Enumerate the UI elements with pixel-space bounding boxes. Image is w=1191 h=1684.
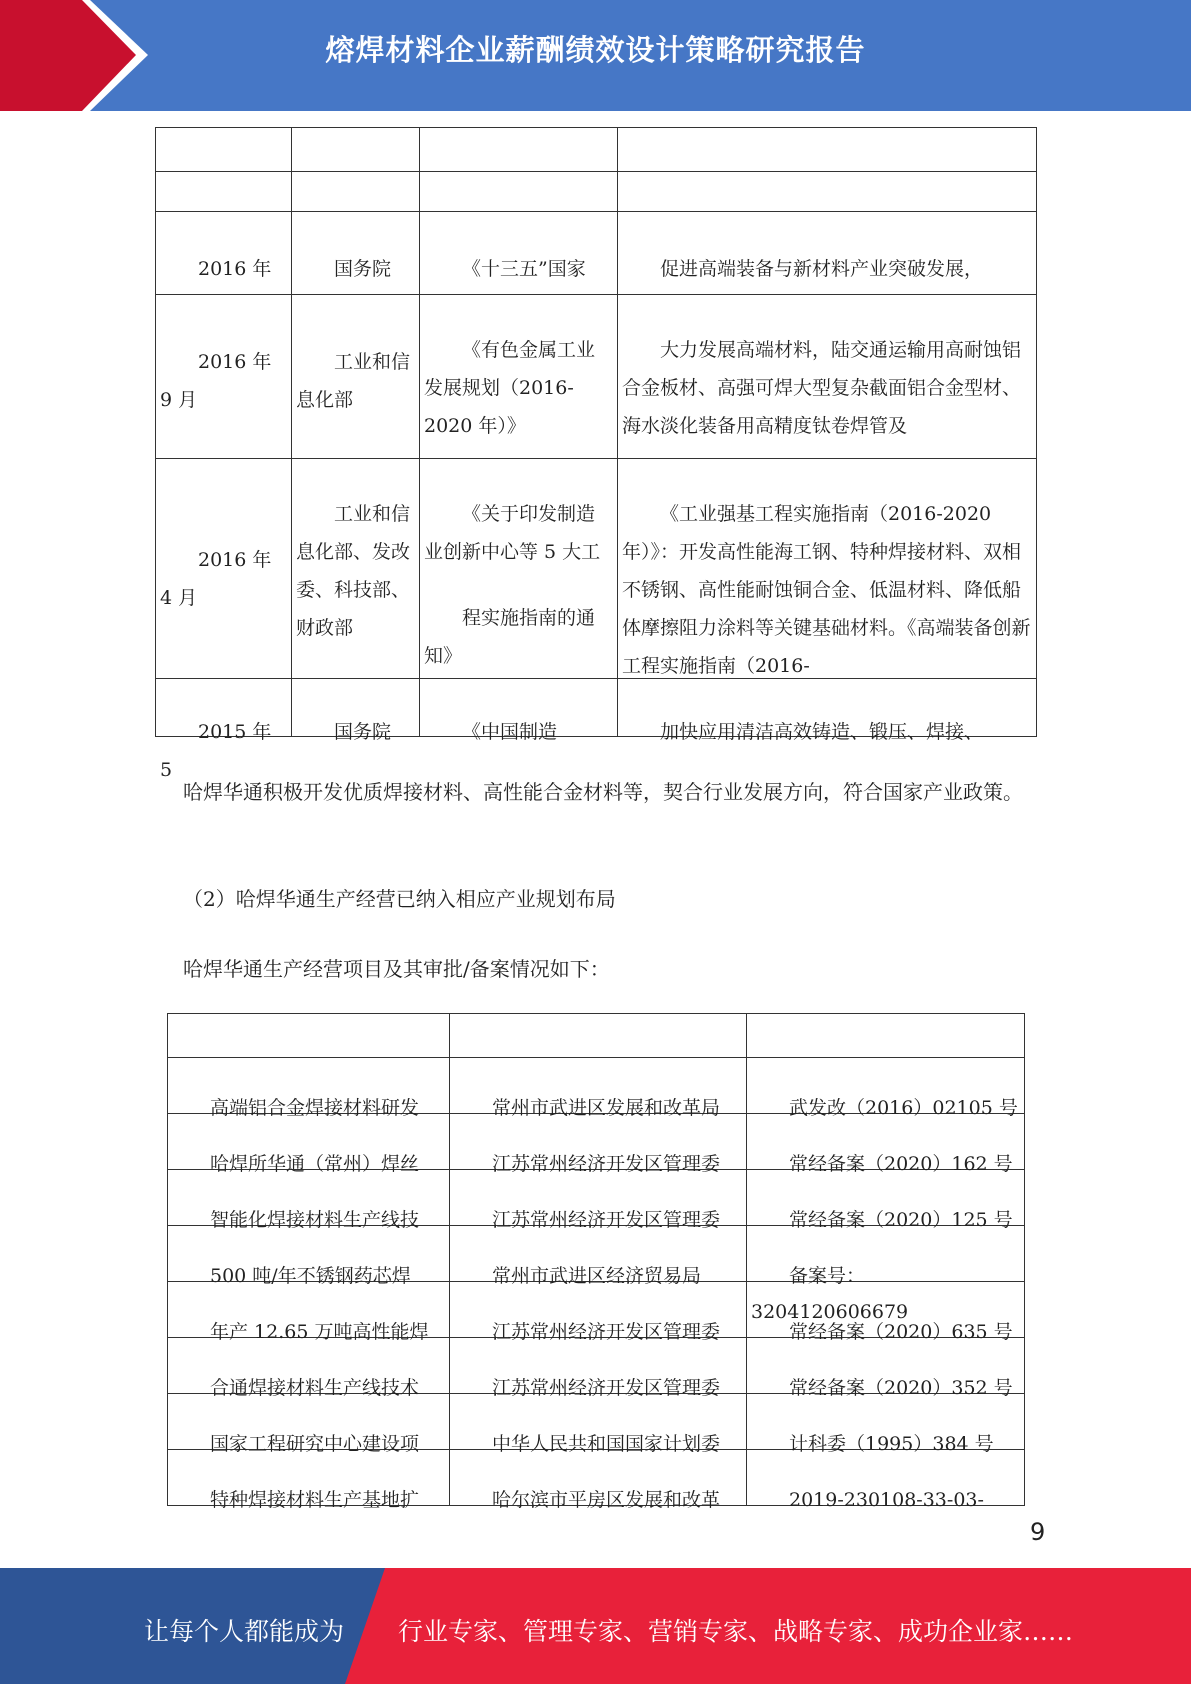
report-title: 熔焊材料企业薪酬绩效设计策略研究报告: [325, 33, 866, 67]
footer-slogan-left: 让每个人都能成为: [144, 1617, 345, 1646]
table-row: [156, 679, 1037, 737]
project-authority: 江苏常州经济开发区管理委: [492, 1209, 721, 1231]
project-name: 500 吨/年不锈钢药芯焊: [210, 1265, 411, 1287]
policy-doc: 《有色金属工业发展规划（2016-2020 年）》: [424, 339, 596, 437]
project-authority: 常州市武进区经济贸易局: [492, 1265, 702, 1287]
project-authority: 江苏常州经济开发区管理委: [492, 1377, 721, 1399]
policy-dept: 国务院: [334, 258, 392, 280]
policy-dept: 工业和信息化部、发改委、科技部、财政部: [296, 503, 411, 639]
project-ref: 计科委（1995）384 号: [789, 1433, 994, 1455]
project-name: 智能化焊接材料生产线技: [210, 1209, 420, 1231]
policy-dept: 国务院: [334, 721, 392, 743]
section-heading: （2）哈焊华通生产经营已纳入相应产业规划布局: [183, 887, 616, 911]
policy-content: 加快应用清洁高效铸造、锻压、焊接、: [660, 721, 984, 743]
project-ref: 备案号：3204120606679: [751, 1265, 909, 1323]
table-row: [156, 172, 1037, 212]
project-name: 年产 12.65 万吨高性能焊: [210, 1321, 429, 1343]
table-row: [168, 1058, 1025, 1114]
project-authority: 哈尔滨市平房区发展和改革: [492, 1489, 721, 1511]
policy-doc: 《十三五”国家: [462, 258, 586, 280]
policy-content: 促进高端装备与新材料产业突破发展，: [660, 258, 984, 280]
project-table: [167, 1013, 1025, 1511]
policy-year: 2016 年: [198, 258, 272, 280]
table-row: [156, 295, 1037, 459]
project-name: 哈焊所华通（常州）焊丝: [210, 1153, 420, 1175]
project-authority: 江苏常州经济开发区管理委: [492, 1153, 721, 1175]
project-ref: 常经备案（2020）125 号: [789, 1209, 1013, 1231]
table-row: [156, 459, 1037, 679]
project-ref: 武发改（2016）02105 号: [789, 1097, 1018, 1119]
project-authority: 江苏常州经济开发区管理委: [492, 1321, 721, 1343]
project-ref: 常经备案（2020）352 号: [789, 1377, 1013, 1399]
project-authority: 常州市武进区发展和改革局: [492, 1097, 721, 1119]
policy-doc: [424, 459, 613, 677]
policy-content: 《工业强基工程实施指南（2016-2020 年）》：开发高性能海工钢、特种焊接材料、双相不锈钢、高性能耐蚀铜合金、低温材料、降低船体摩擦阻力涂料等关键基础材料。《高端装备创新工程实施指南（2016-: [622, 503, 1031, 677]
body-paragraph: 哈焊华通生产经营项目及其审批/备案情况如下：: [183, 957, 610, 981]
project-authority: 中华人民共和国国家计划委: [492, 1433, 721, 1455]
page-footer: [0, 1568, 1191, 1684]
project-name: 特种焊接材料生产基地扩: [210, 1489, 420, 1511]
policy-year: 2016 年 4 月: [160, 549, 272, 609]
project-ref: 常经备案（2020）162 号: [789, 1153, 1013, 1175]
footer-slogan-right: 行业专家、管理专家、营销专家、战略专家、成功企业家……: [398, 1617, 1074, 1646]
project-name: 国家工程研究中心建设项: [210, 1433, 420, 1455]
project-ref: 常经备案（2020）635 号: [789, 1321, 1013, 1343]
policy-table: [155, 127, 1037, 781]
table-row: [156, 128, 1037, 172]
policy-content: 大力发展高端材料，陆交通运输用高耐蚀铝合金板材、高强可焊大型复杂截面铝合金型材、海水淡化装备用高精度钛卷焊管及: [622, 339, 1022, 437]
policy-dept: 工业和信息化部: [296, 351, 411, 411]
table-row: [168, 1014, 1025, 1058]
project-name: 高端铝合金焊接材料研发: [210, 1097, 420, 1119]
policy-year: 2016 年 9 月: [160, 351, 272, 411]
policy-doc-line-1: 《关于印发制造业创新中心等 5 大工: [424, 503, 601, 563]
table-row: [156, 212, 1037, 295]
body-paragraph: 哈焊华通积极开发优质焊接材料、高性能合金材料等，契合行业发展方向，符合国家产业政策。: [183, 780, 1023, 804]
policy-year: 2015 年 5: [160, 721, 272, 781]
page-header: [0, 0, 1191, 111]
project-ref: 2019-230108-33-03-: [789, 1489, 984, 1511]
page-number: 9: [1030, 1518, 1046, 1546]
policy-doc-line-2: 程实施指南的通知》: [424, 607, 596, 667]
policy-doc: 《中国制造: [462, 721, 558, 743]
project-name: 合通焊接材料生产线技术: [210, 1377, 420, 1399]
